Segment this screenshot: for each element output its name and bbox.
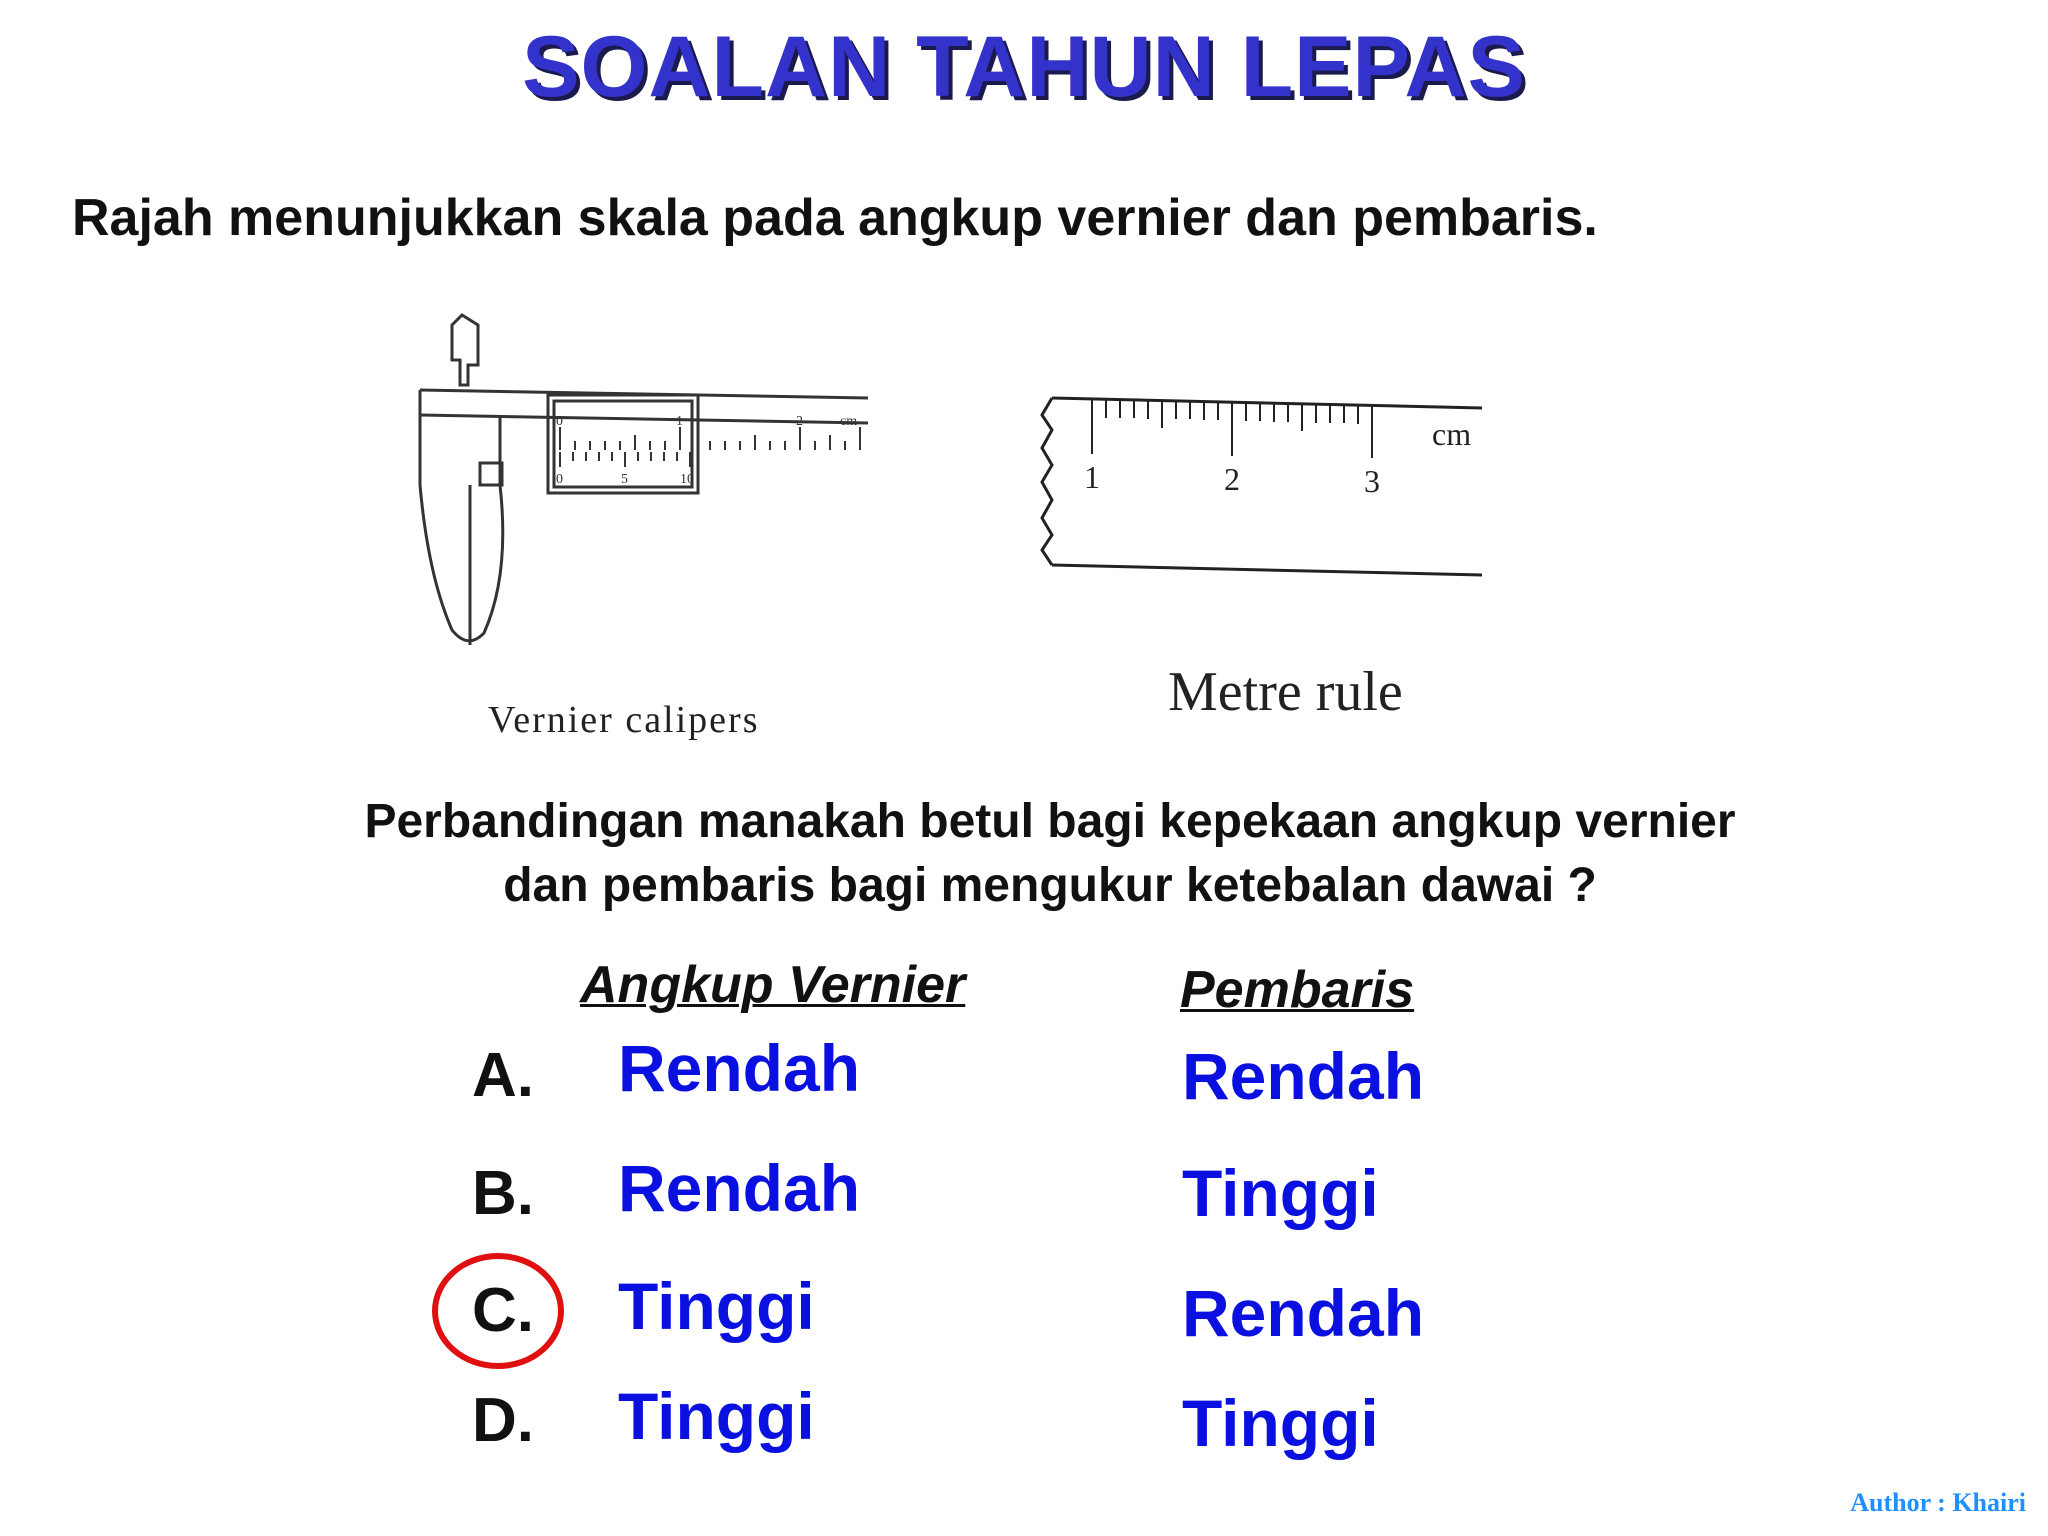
main-scale-label-2: 2 bbox=[796, 414, 803, 429]
author-credit: Author : Khairi bbox=[1850, 1488, 2026, 1517]
page-title: SOALAN TAHUN LEPAS bbox=[522, 19, 1526, 115]
rule-label-1: 1 bbox=[1084, 459, 1100, 495]
option-vernier-value: Tinggi bbox=[618, 1269, 815, 1343]
column-header-vernier: Angkup Vernier bbox=[580, 956, 966, 1014]
main-scale-label-0: 0 bbox=[556, 414, 563, 429]
rule-unit: cm bbox=[1432, 416, 1472, 452]
option-letter: B. bbox=[472, 1159, 534, 1228]
option-letter: A. bbox=[472, 1041, 534, 1110]
option-letter: D. bbox=[472, 1386, 534, 1455]
vernier-calipers-figure bbox=[400, 305, 900, 665]
rule-label-3: 3 bbox=[1364, 463, 1380, 499]
metre-rule-figure bbox=[1030, 380, 1490, 590]
vernier-label-5: 5 bbox=[621, 472, 628, 487]
option-rule-value: Rendah bbox=[1182, 1276, 1425, 1350]
vernier-label-10: 10 bbox=[680, 472, 694, 487]
option-rule-value: Tinggi bbox=[1182, 1156, 1379, 1230]
main-scale-unit: cm bbox=[840, 414, 858, 429]
option-letter: C. bbox=[472, 1276, 534, 1345]
option-rule-value: Tinggi bbox=[1182, 1386, 1379, 1460]
main-scale-label-1: 1 bbox=[676, 414, 683, 429]
question-text bbox=[200, 790, 1900, 918]
intro-text: Rajah menunjukkan skala pada angkup vernier dan pembaris. bbox=[72, 189, 1598, 247]
rule-label-2: 2 bbox=[1224, 461, 1240, 497]
column-header-rule: Pembaris bbox=[1180, 961, 1415, 1019]
question-line-2: dan pembaris bagi mengukur ketebalan dawai ? bbox=[503, 859, 1597, 912]
metre-rule-caption: Metre rule bbox=[1168, 661, 1403, 723]
option-vernier-value: Rendah bbox=[618, 1151, 861, 1225]
vernier-caption: Vernier calipers bbox=[488, 699, 760, 741]
vernier-label-0: 0 bbox=[556, 472, 563, 487]
option-vernier-value: Rendah bbox=[618, 1031, 861, 1105]
option-rule-value: Rendah bbox=[1182, 1039, 1425, 1113]
option-vernier-value: Tinggi bbox=[618, 1379, 815, 1453]
question-line-1: Perbandingan manakah betul bagi kepekaan angkup vernier bbox=[364, 795, 1736, 848]
